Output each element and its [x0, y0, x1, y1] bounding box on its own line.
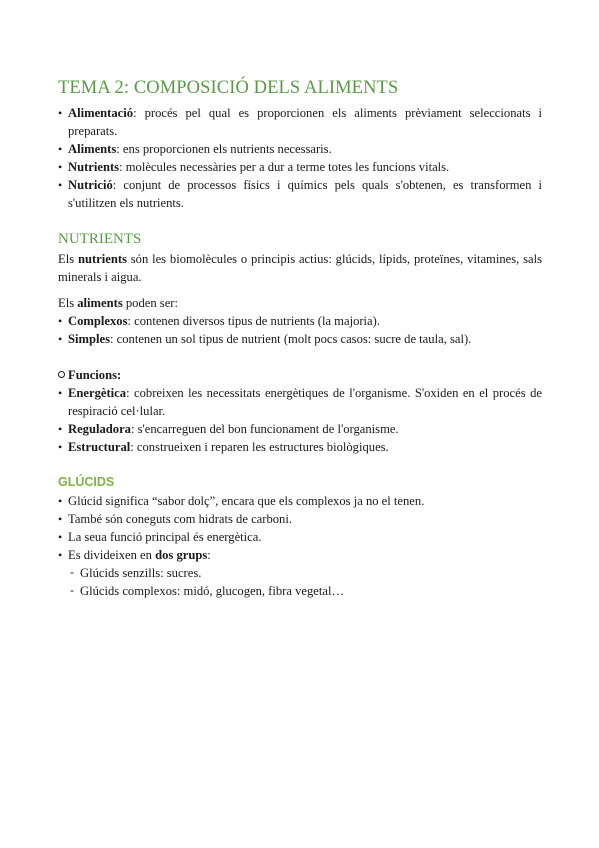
aliment-type-term: Complexos — [68, 314, 128, 328]
document-content — [58, 78, 542, 600]
funcions-list — [58, 384, 542, 456]
aliment-type-item — [58, 312, 542, 330]
intro-text: Els — [58, 252, 78, 266]
glucids-list — [58, 492, 542, 564]
definition-item — [58, 140, 542, 158]
circle-bullet-icon — [58, 371, 65, 378]
glucid-item — [58, 546, 542, 564]
intro-term: nutrients — [77, 252, 127, 266]
funcio-term: Estructural — [68, 440, 131, 454]
definition-term: Nutrició — [68, 178, 113, 192]
funcio-term: Energètica — [68, 386, 127, 400]
definition-text: : conjunt de processos físics i químics pels quals s'obtenen, es transformen i s'utilitzen els nutrients. — [68, 178, 542, 210]
aliment-type-text: : contenen un sol tipus de nutrient (molt pocs casos: sucre de taula, sal). — [110, 332, 472, 346]
glucid-text: Es divideixen en — [68, 548, 156, 562]
funcions-heading — [58, 366, 542, 384]
aliments-types-list — [58, 312, 542, 348]
glucid-item: • També són coneguts com hidrats de carboni. — [58, 510, 542, 528]
intro-term: aliments — [77, 296, 123, 310]
definition-item — [58, 104, 542, 140]
funcio-text: : s'encarreguen del bon funcionament de l'organisme. — [130, 422, 399, 436]
aliment-type-term: Simples — [68, 332, 110, 346]
funcio-term: Reguladora — [68, 422, 131, 436]
funcions-heading-label: Funcions: — [68, 368, 122, 382]
section-heading-glucids: GLÚCIDS — [58, 475, 115, 489]
definition-text: : procés pel qual es proporcionen els aliments prèviament seleccionats i preparats. — [68, 106, 542, 138]
funcio-item — [58, 420, 542, 438]
intro-text: poden ser: — [122, 296, 178, 310]
glucid-group-item: - Glúcids complexos: midó, glucogen, fibra vegetal… — [58, 582, 542, 600]
definitions-list — [58, 104, 542, 212]
glucid-item: • Glúcid significa “sabor dolç”, encara que els complexos ja no el tenen. — [58, 492, 542, 510]
glucid-text: : — [207, 548, 211, 562]
definition-item — [58, 158, 542, 176]
definition-item — [58, 176, 542, 212]
definition-term: Nutrients — [68, 160, 120, 174]
funcio-text: : cobreixen les necessitats energètiques de l'organisme. S'oxiden en el procés de respiració cel·lular. — [68, 386, 542, 418]
intro-text: Els — [58, 296, 78, 310]
glucid-group-item: - Glúcids senzills: sucres. — [58, 564, 542, 582]
intro-text: són les biomolècules o principis actius: glúcids, lípids, proteïnes, vitamines, sals minerals i aigua. — [58, 252, 542, 284]
funcio-text: : construeixen i reparen les estructures biològiques. — [130, 440, 389, 454]
definition-text: : molècules necessàries per a dur a terme totes les funcions vitals. — [119, 160, 450, 174]
page-title: TEMA 2: COMPOSICIÓ DELS ALIMENTS — [58, 78, 399, 98]
funcio-item — [58, 438, 542, 456]
nutrients-intro — [58, 250, 542, 286]
definition-term: Aliments — [68, 142, 117, 156]
aliments-intro — [58, 294, 542, 312]
section-heading-nutrients: NUTRIENTS — [58, 231, 142, 247]
glucid-item: • La seua funció principal és energètica. — [58, 528, 542, 546]
aliment-type-item — [58, 330, 542, 348]
definition-text: : ens proporcionen els nutrients necessaris. — [116, 142, 332, 156]
funcio-item — [58, 384, 542, 420]
definition-term: Alimentació — [68, 106, 134, 120]
glucid-term: dos grups — [155, 548, 208, 562]
aliment-type-text: : contenen diversos tipus de nutrients (la majoria). — [127, 314, 380, 328]
glucid-groups-list — [58, 564, 542, 600]
